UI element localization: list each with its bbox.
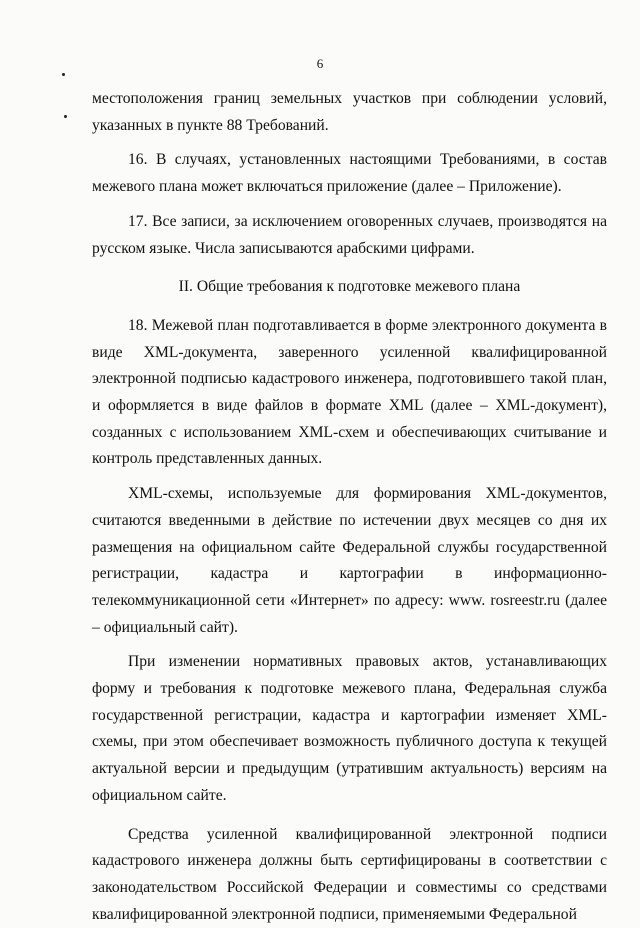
scan-mark — [62, 73, 65, 76]
paragraph-18: 18. Межевой план подготавливается в форме электронного документа в виде XML-документа, заверенного усиленной квалифицированной электронной подписью кадастрового инженера, подготовившего такой план, и оформляется в виде файлов в формате XML (далее – XML-документ), созданных с использованием XML-схем и обеспечивающих считывание и контроль представленных данных. — [92, 316, 607, 468]
paragraph-signature-means: Средства усиленной квалифицированной электронной подписи кадастрового инженера должны быть сертифицированы в соответствии с законодательством Российской Федерации и совместимы со средствами квалифицированной электронной подписи, применяемыми Федеральной — [92, 825, 607, 923]
page-number: 6 — [316, 56, 324, 71]
paragraph-16: 16. В случаях, установленных настоящими Требованиями, в состав межевого плана может включаться приложение (далее – Приложение). — [92, 151, 607, 196]
paragraph-17: 17. Все записи, за исключением оговоренных случаев, производятся на русском языке. Числа записываются арабскими цифрами. — [92, 212, 607, 257]
paragraph-continuation: местоположения границ земельных участков при соблюдении условий, указанных в пункте 88 Требований. — [92, 90, 607, 134]
paragraph-xml-schemas: XML-схемы, используемые для формирования XML-документов, считаются введенными в действие по истечении двух месяцев со дня их размещения на официальном сайте Федеральной службы государственной регистрации, кадастра и картографии в информационно-телекоммуникационной сети «Интернет» по адресу: www. rosreestr.ru (далее – официальный сайт). — [92, 485, 607, 636]
paragraph-changes: При изменении нормативных правовых актов, устанавливающих форму и требования к подготовке межевого плана, Федеральная служба государственной регистрации, кадастра и картографии изменяет XML-схемы, при этом обеспечивает возможность публичного доступа к текущей актуальной версии и предыдущим (утратившим актуальность) версиям на официальном сайте. — [92, 653, 607, 804]
document-body — [92, 86, 607, 928]
section-heading: II. Общие требования к подготовке межевого плана — [178, 278, 521, 296]
scan-mark — [64, 115, 67, 118]
